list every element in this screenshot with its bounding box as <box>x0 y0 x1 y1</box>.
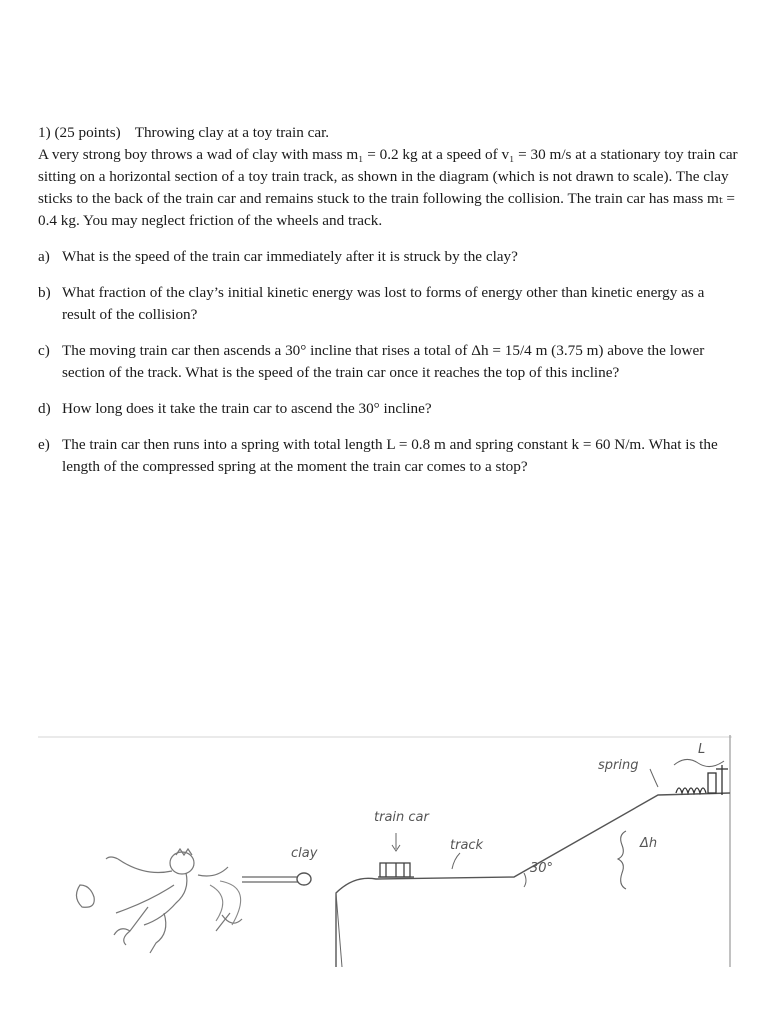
label-angle: 30° <box>530 861 554 876</box>
spring-coil <box>676 765 728 795</box>
part-text: What fraction of the clay’s initial kinetic energy was lost to forms of energy other than kinetic energy as a result of the collision? <box>62 284 705 323</box>
diagram-svg <box>36 735 734 967</box>
length-bracket <box>674 759 724 766</box>
part-c <box>38 340 738 384</box>
angle-arc <box>524 873 526 887</box>
problem-text <box>38 122 738 492</box>
part-text: The train car then runs into a spring with total length L = 0.8 m and spring constant k = 60 N/m. What is the length of the compressed spring at the moment the train car comes to a stop? <box>62 436 718 475</box>
label-spring: spring <box>598 758 639 773</box>
label-train-car: train car <box>374 810 429 825</box>
train-car-drawing <box>378 863 414 877</box>
part-e <box>38 434 738 478</box>
problem-header <box>38 122 738 144</box>
part-label: d) <box>38 400 51 417</box>
part-text: What is the speed of the train car immediately after it is struck by the clay? <box>62 248 518 265</box>
part-label: e) <box>38 436 50 453</box>
part-label: c) <box>38 342 50 359</box>
platform-edge <box>336 893 342 967</box>
part-b <box>38 282 738 326</box>
pointer-arrows <box>392 769 658 869</box>
part-label: a) <box>38 248 50 265</box>
label-delta-h: Δh <box>640 836 658 851</box>
boy-figure <box>76 849 242 953</box>
diagram-sketch <box>36 735 734 967</box>
label-track: track <box>450 838 484 853</box>
part-d <box>38 398 738 420</box>
clay-wad <box>242 873 311 885</box>
part-a <box>38 246 738 268</box>
delta-h-brace <box>618 831 626 889</box>
part-text: How long does it take the train car to ascend the 30° incline? <box>62 400 432 417</box>
label-length: L <box>698 742 706 757</box>
part-label: b) <box>38 284 51 301</box>
problem-number: 1) (25 points) <box>38 124 121 141</box>
problem-intro: A very strong boy throws a wad of clay with mass m₁ = 0.2 kg at a speed of v₁ = 30 m/s at a stationary toy train car sitting on a horizontal section of a toy train track, as shown in the diagram (which is not drawn to scale). The clay sticks to the back of the train car and remains stuck to the train following the collision. The train car has mass mₜ = 0.4 kg. You may neglect friction of the wheels and track. <box>38 146 738 229</box>
part-text: The moving train car then ascends a 30° incline that rises a total of Δh = 15/4 m (3.75 m) above the lower section of the track. What is the speed of the train car once it reaches the top of this incline? <box>62 342 705 381</box>
label-clay: clay <box>291 846 318 861</box>
problem-title: Throwing clay at a toy train car. <box>134 124 330 141</box>
